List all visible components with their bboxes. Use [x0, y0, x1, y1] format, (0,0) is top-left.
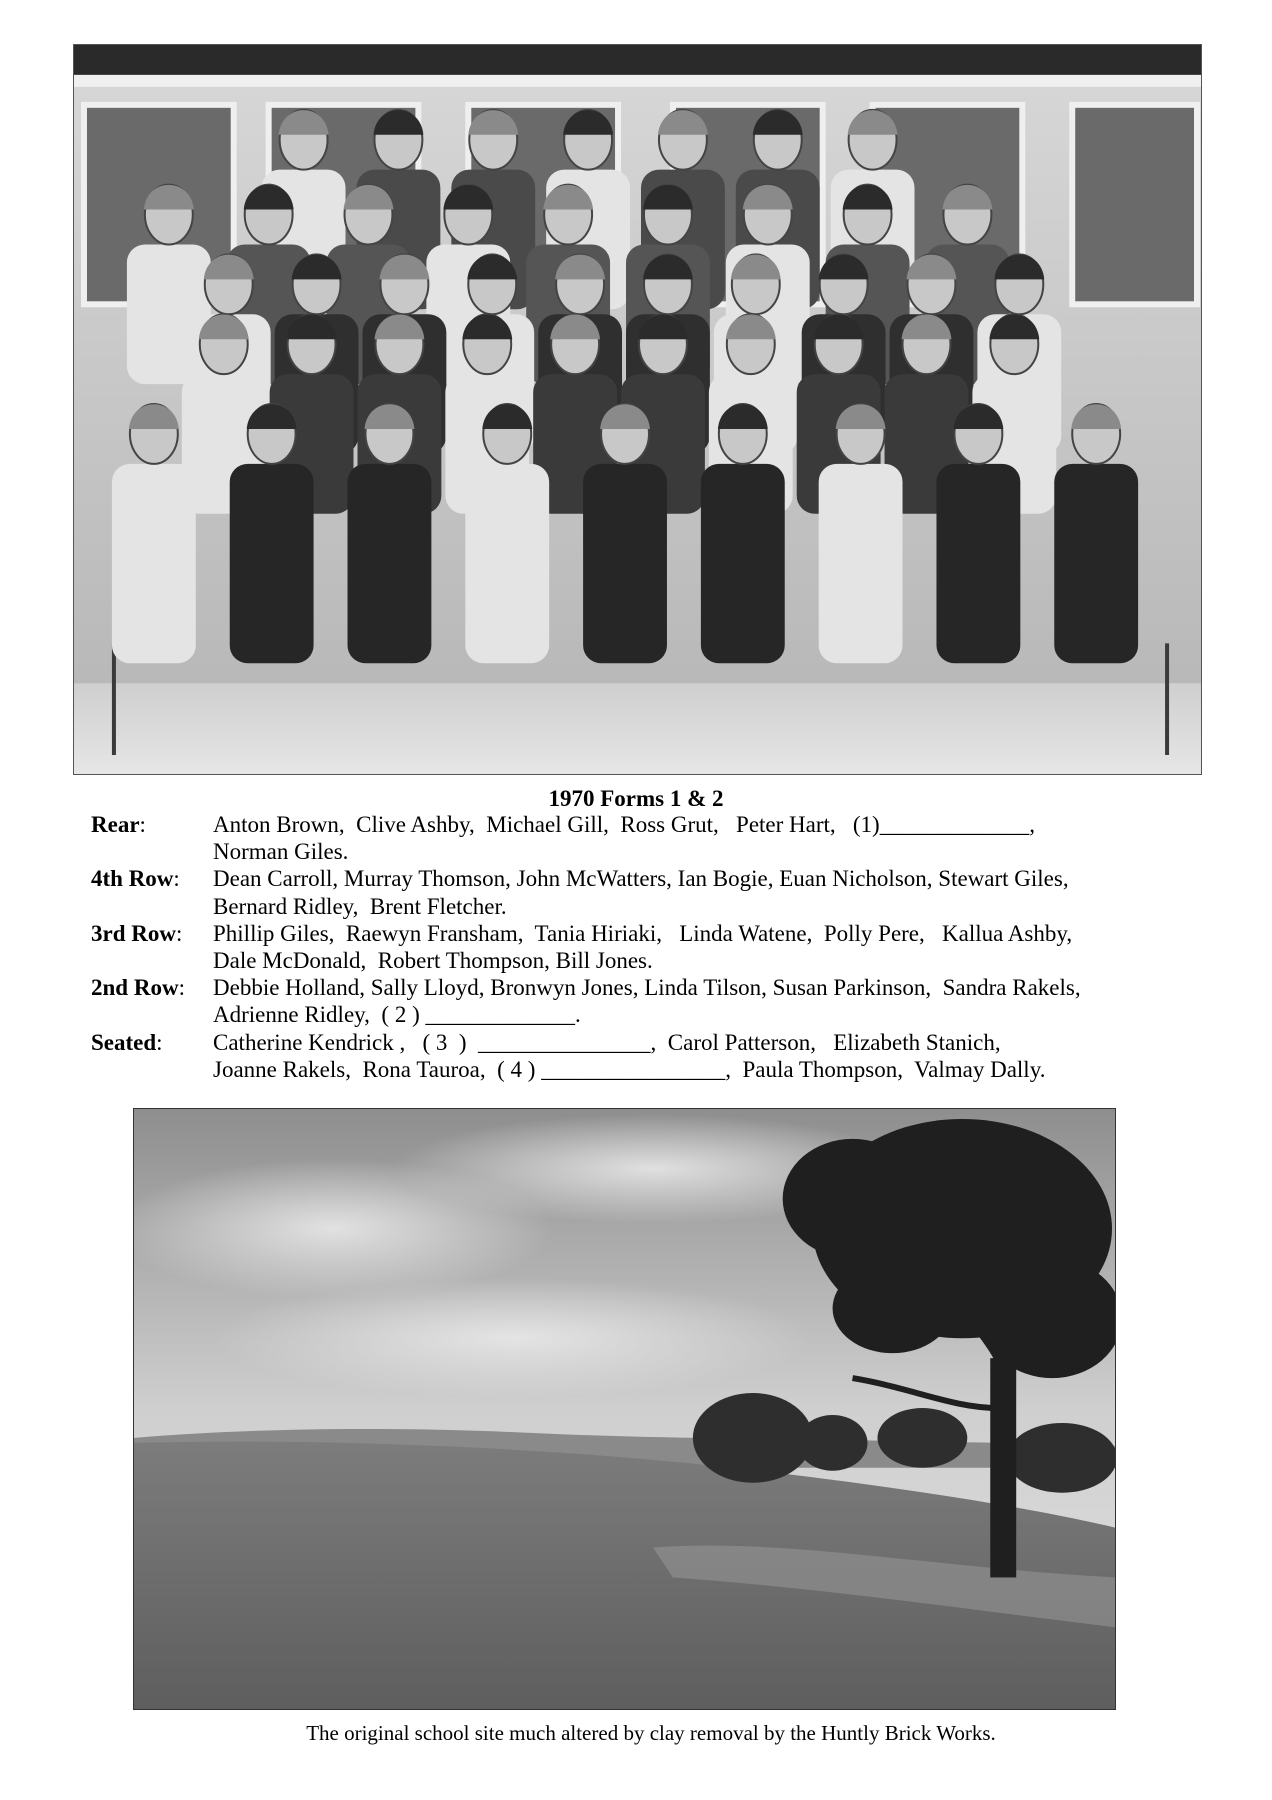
school-site-photograph-image [134, 1109, 1115, 1709]
roster-row-names [213, 974, 1211, 1028]
roster-label-suffix: : [139, 812, 146, 837]
roster-label-text: 3rd Row [91, 920, 176, 946]
roster-line: Bernard Ridley, Brent Fletcher. [213, 893, 507, 919]
roster-label-text: Rear [91, 812, 140, 837]
roster-row-seated [91, 1029, 1211, 1083]
roster-line: Phillip Giles, Raewyn Fransham, Tania Hiriaki, Linda Watene, Polly Pere, Kallua Ashby, [213, 920, 1073, 946]
roster-label-suffix: : [175, 920, 183, 946]
roster-label-suffix: : [178, 975, 185, 1001]
roster-row-label [91, 974, 213, 1028]
roster-row-label [91, 920, 213, 974]
roster-row-label [91, 1029, 213, 1083]
roster-label-text: 4th Row [91, 866, 174, 892]
roster-line: Joanne Rakels, Rona Tauroa, ( 4 ) ________________, Paula Thompson, Valmay Dally. [213, 1056, 1046, 1082]
school-site-photograph [133, 1108, 1116, 1710]
photo-figure-body [819, 464, 903, 663]
photo-figure-body [701, 464, 785, 663]
roster-row-label [91, 811, 213, 865]
roster-line: Adrienne Ridley, ( 2 ) _____________. [213, 1002, 581, 1028]
school-site-caption: The original school site much altered by clay removal by the Huntly Brick Works. [306, 1721, 996, 1745]
roster-label-suffix: : [173, 866, 180, 892]
photo-figure-body [936, 464, 1020, 663]
roster-row-2nd [91, 974, 1211, 1028]
photo-figure-body [348, 464, 432, 663]
roster-row-names [213, 811, 1211, 865]
roster-label-suffix: : [156, 1029, 163, 1055]
roster-line: Dean Carroll, Murray Thomson, John McWatters, Ian Bogie, Euan Nicholson, Stewart Giles, [213, 866, 1069, 892]
roster-row-names [213, 1029, 1211, 1083]
roster-row-names [213, 920, 1211, 974]
roster-row-names [213, 865, 1211, 919]
roster-line: Debbie Holland, Sally Lloyd, Bronwyn Jones, Linda Tilson, Susan Parkinson, Sandra Rakels, [213, 975, 1081, 1001]
roster-line: Catherine Kendrick , ( 3 ) _______________, Carol Patterson, Elizabeth Stanich, [213, 1029, 1001, 1055]
roster-line: Anton Brown, Clive Ashby, Michael Gill, Ross Grut, Peter Hart, (1)_____________, [213, 812, 1035, 837]
photo-figure-body [112, 464, 196, 663]
roster-label-text: Seated [91, 1029, 157, 1055]
photo-figure-body [583, 464, 667, 663]
roster-row-label [91, 865, 213, 919]
roster-line: Norman Giles. [213, 839, 349, 865]
class-photograph [73, 44, 1202, 775]
roster-row-rear [91, 811, 1211, 865]
roster-line: Dale McDonald, Robert Thompson, Bill Jones. [213, 948, 653, 974]
photo-figure-body [230, 464, 314, 663]
roster [91, 811, 1211, 1083]
roster-label-text: 2nd Row [91, 975, 179, 1001]
photo-figure-body [1054, 464, 1138, 663]
class-photograph-image [74, 45, 1201, 774]
roster-row-3rd [91, 920, 1211, 974]
class-photo-title: 1970 Forms 1 & 2 [548, 786, 724, 811]
photo-figure-body [465, 464, 549, 663]
roster-row-4th [91, 865, 1211, 919]
